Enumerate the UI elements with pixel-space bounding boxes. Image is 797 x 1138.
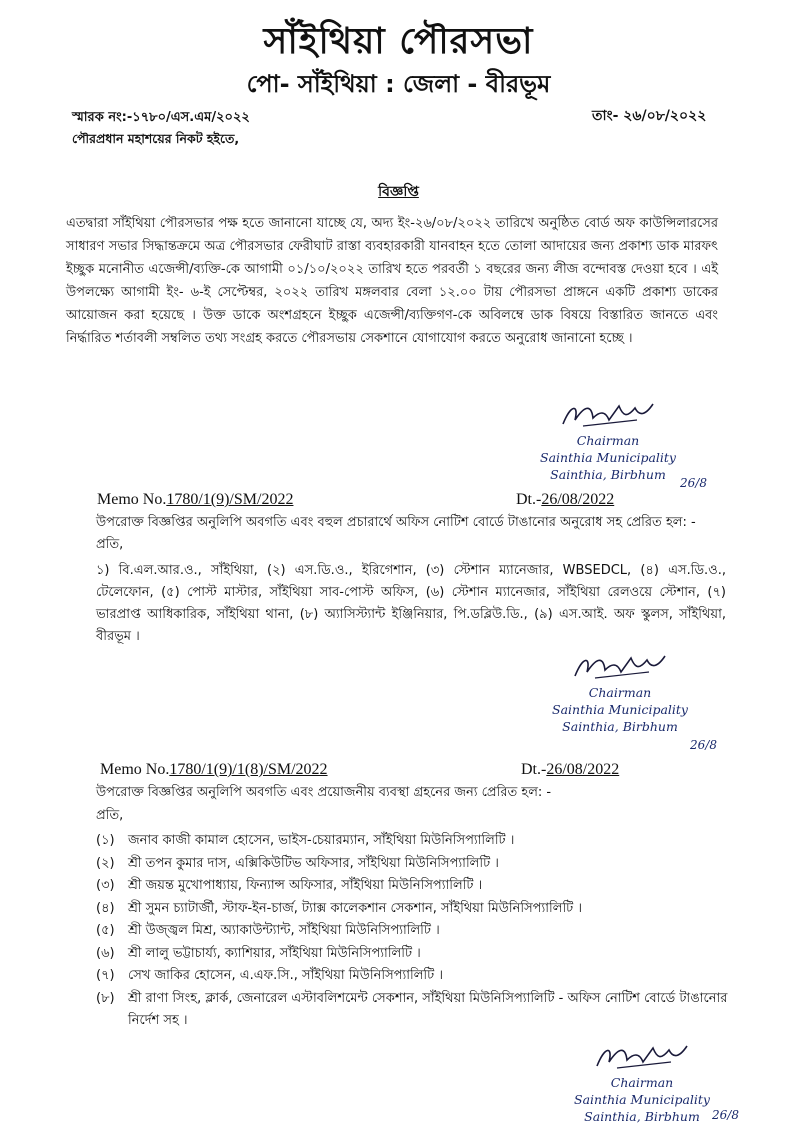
- handwritten-signature: [565, 650, 675, 684]
- memo1-date-label: Dt.-: [516, 491, 542, 508]
- signatory-office: Sainthia Municipality: [574, 1092, 710, 1107]
- issue-date: তাং- ২৬/০৮/২০২২: [592, 108, 707, 124]
- list-item: (৪) শ্রী সুমন চ্যাটার্জী, স্টাফ-ইন-চার্জ, ট্যাক্স কালেকশান সেকশান, সাঁইথিয়া মিউনিসিপ্যালিটি ।: [96, 900, 583, 916]
- memo2-date-label: Dt.-: [521, 761, 547, 778]
- signatory-location: Sainthia, Birbhum: [584, 1109, 700, 1124]
- memo2-recipient-list: [96, 830, 736, 1033]
- signatory-office: Sainthia Municipality: [552, 702, 688, 717]
- signatory-title: Chairman: [576, 433, 640, 448]
- signatory-office: Sainthia Municipality: [540, 450, 676, 465]
- signature-block-1: [528, 398, 688, 483]
- memo2-number: [100, 761, 328, 779]
- list-item: (৮) শ্রী রাণা সিংহ, ক্লার্ক, জেনারেল এস্টাবলিশমেন্ট সেকশান, সাঁইথিয়া মিউনিসিপ্যালিটি - অফিস নোটিশ বোর্ডে টাঙানোর নির্দেশ সহ ।: [96, 990, 728, 1028]
- memo1-date-value: 26/08/2022: [541, 491, 615, 508]
- memo-reference: স্মারক নং:-১৭৮০/এস.এম/২০২২: [72, 110, 250, 125]
- sender-line: পৌরপ্রধান মহাশয়ের নিকট হইতে,: [72, 131, 240, 146]
- memo2-to: প্রতি,: [96, 808, 124, 823]
- memo2-number-value: 1780/1(9)/1(8)/SM/2022: [169, 761, 328, 778]
- list-item: (১) জনাব কাজী কামাল হোসেন, ভাইস-চেয়ারম্যান, সাঁইথিয়া মিউনিসিপ্যালিটি ।: [96, 833, 515, 848]
- memo2-date-value: 26/08/2022: [546, 761, 620, 778]
- signatory-location: Sainthia, Birbhum: [550, 467, 666, 482]
- memo1-label: Memo No.: [97, 491, 167, 508]
- notice-heading-text: বিজ্ঞপ্তি: [378, 184, 419, 200]
- list-item: (৬) শ্রী লালু ভট্টাচার্য্য, ক্যাশিয়ার, সাঁইথিয়া মিউনিসিপ্যালিটি ।: [96, 945, 421, 961]
- municipality-title: সাঁইথিয়া পৌরসভা: [263, 21, 534, 62]
- signature-block-2: [540, 650, 700, 735]
- memo1-date: [516, 491, 614, 509]
- signature-date-mark-1: 26/8: [680, 476, 707, 490]
- memo1-number: [97, 491, 293, 509]
- memo2-date: [521, 761, 619, 779]
- list-item: (৭) সেখ জাকির হোসেন, এ.এফ.সি., সাঁইথিয়া মিউনিসিপ্যালিটি ।: [96, 968, 444, 983]
- handwritten-signature: [553, 398, 663, 432]
- signature-date-mark-3: 26/8: [712, 1108, 739, 1122]
- list-item: (৩) শ্রী জয়ন্ত মুখোপাধ্যায়, ফিন্যান্স অফিসার, সাঁইথিয়া মিউনিসিপ্যালিটি ।: [96, 878, 483, 893]
- signature-date-mark-2: 26/8: [690, 738, 717, 752]
- notice-body: এতদ্বারা সাঁইথিয়া পৌরসভার পক্ষ হতে জানানো যাচ্ছে যে, অদ্য ইং-২৬/০৮/২০২২ তারিখে অনুষ্ঠিত বোর্ড অফ কাউন্সিলারসের সাধারণ সভার সিদ্ধান্তক্রমে অত্র পৌরসভার ফেরীঘাট রাস্তা ব্যবহারকারী যানবাহন হতে তোলা আদায়ের জন্য প্রকাশ্য ডাক মারফৎ ইচ্ছুক মনোনীত এজেন্সী/ব্যক্তি-কে আগামী ০১/১০/২০২২ তারিখ হতে পরবর্তী ১ বছরের জন্য লীজ বন্দোবস্ত দেওয়া হবে । এই উপলক্ষ্যে আগামী ইং- ৬-ই সেপ্টেম্বর, ২০২২ তারিখ মঙ্গলবার বেলা ১২.০০ টায় পৌরসভা প্রাঙ্গনে একটি প্রকাশ্য ডাকের আয়োজন করা হয়েছে । উক্ত ডাকে অংশগ্রহনে ইচ্ছুক এজেন্সী/ব্যক্তিগণ-কে অবিলম্বে ডাক বিষয়ে বিস্তারিত জানতে এবং নির্দ্ধারিত শর্তাবলী সম্বলিত তথ্য সংগ্রহ করতে পৌরসভায় সেকশানে যোগাযোগ করতে অনুরোধ জানানো হচ্ছে ।: [66, 216, 718, 346]
- list-item: (২) শ্রী তপন কুমার দাস, এক্সিকিউটিভ অফিসার, সাঁইথিয়া মিউনিসিপ্যালিটি ।: [96, 855, 499, 871]
- signatory-title: Chairman: [588, 685, 652, 700]
- memo1-recipients: ১) বি.এল.আর.ও., সাঁইথিয়া, (২) এস.ডি.ও., ইরিগেশান, (৩) স্টেশান ম্যানেজার, WBSEDCL, (৪) এস.ডি.ও., টেলেফোন, (৫) পোস্ট মাস্টার, সাঁইথিয়া সাব-পোস্ট অফিস, (৬) স্টেশান ম্যানেজার, সাঁইথিয়া রেলওয়ে স্টেশান, (৭) ভারপ্রাপ্ত আধিকারিক, সাঁইথিয়া থানা, (৮) অ্যাসিস্ট্যান্ট ইঞ্জিনিয়ার, পি.ডব্লিউ.ডি., (৯) এস.আই. অফ স্কুলস, সাঁইথিয়া, বীরভূম ।: [96, 563, 726, 644]
- memo2-intro: উপরোক্ত বিজ্ঞপ্তির অনুলিপি অবগতি এবং প্রয়োজনীয় ব্যবস্থা গ্রহনের জন্য প্রেরিত হল: -: [96, 785, 552, 800]
- signature-block-3: [562, 1040, 722, 1125]
- memo1-number-value: 1780/1(9)/SM/2022: [166, 491, 294, 508]
- notice-heading: [0, 180, 797, 204]
- handwritten-signature: [587, 1040, 697, 1074]
- address-line: পো- সাঁইথিয়া : জেলা - বীরভূম: [246, 70, 551, 98]
- memo2-label: Memo No.: [100, 761, 170, 778]
- signatory-location: Sainthia, Birbhum: [562, 719, 678, 734]
- memo1-intro: উপরোক্ত বিজ্ঞপ্তির অনুলিপি অবগতি এবং বহুল প্রচারার্থে অফিস নোটিশ বোর্ডে টাঙানোর অনুরোধ সহ প্রেরিত হল: - প্রতি,: [96, 515, 696, 552]
- signatory-title: Chairman: [610, 1075, 674, 1090]
- list-item: (৫) শ্রী উজ্জ্বল মিশ্র, অ্যাকাউন্ট্যান্ট, সাঁইথিয়া মিউনিসিপ্যালিটি ।: [96, 923, 440, 938]
